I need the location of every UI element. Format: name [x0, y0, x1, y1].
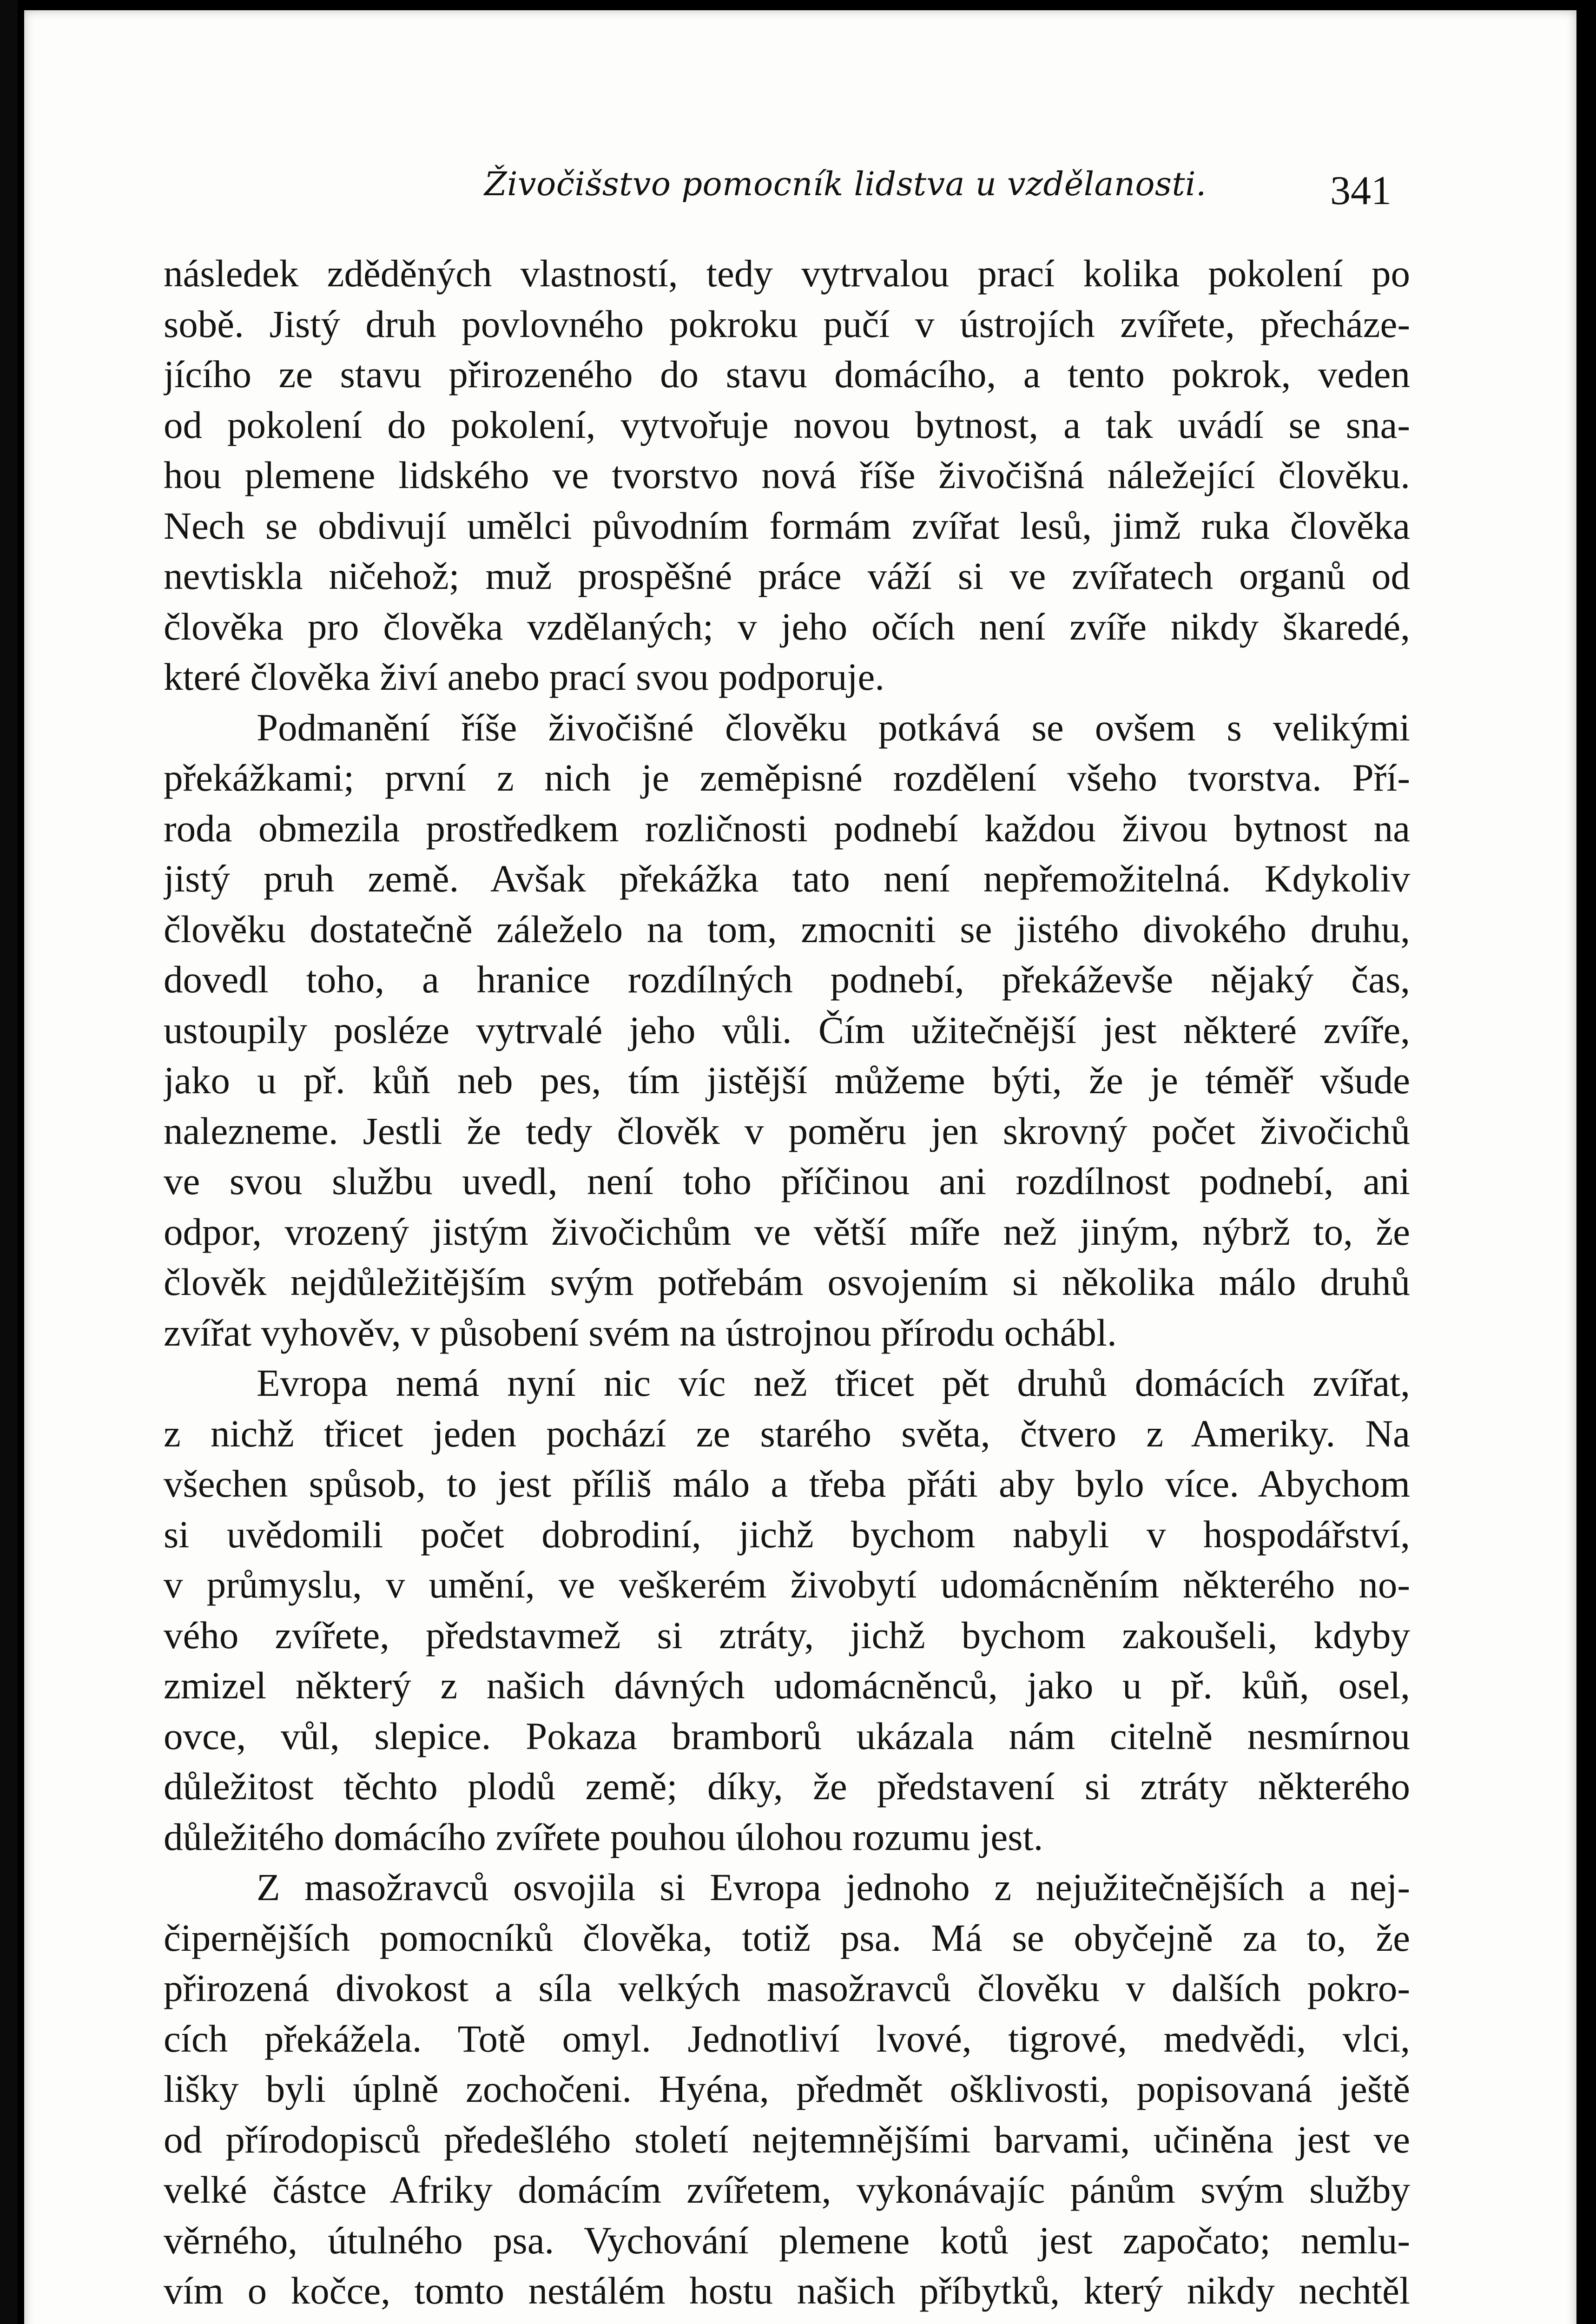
- text-line: zmizel některý z našich dávných udomácněnců, jako u př. kůň, osel,: [164, 1664, 1410, 1707]
- text-line: odpor, vrozený jistým živočichům ve větší míře než jiným, nýbrž to, že: [164, 1210, 1410, 1253]
- text-line: si uvědomili počet dobrodiní, jichž bychom nabyli v hospodářství,: [164, 1512, 1410, 1556]
- text-line: Z masožravců osvojila si Evropa jednoho z nejužitečnějších a nej-: [257, 1866, 1410, 1908]
- text-line: překážkami; první z nich je zeměpisné rozdělení všeho tvorstva. Pří-: [164, 756, 1410, 799]
- text-line: čipernějších pomocníků člověka, totiž psa. Má se obyčejně za to, že: [164, 1916, 1410, 1959]
- text-line: člověka pro člověka vzdělaných; v jeho očích není zvíře nikdy škaredé,: [164, 605, 1410, 648]
- paragraph: [164, 1862, 1410, 2316]
- text-line: z nichž třicet jeden pochází ze starého světa, čtvero z Ameriky. Na: [164, 1412, 1410, 1455]
- text-line: Evropa nemá nyní nic víc než třicet pět druhů domácích zvířat,: [257, 1361, 1410, 1404]
- paragraph: [164, 702, 1410, 1358]
- book-page: [24, 10, 1576, 2324]
- text-line: ovce, vůl, slepice. Pokaza bramborů ukázala nám citelně nesmírnou: [164, 1714, 1410, 1757]
- text-line: Nech se obdivují umělci původním formám zvířat lesů, jimž ruka člověka: [164, 504, 1410, 547]
- text-line: roda obmezila prostředkem rozličnosti podnebí každou živou bytnost na: [164, 806, 1410, 850]
- text-line: Podmanění říše živočišné člověku potkává se ovšem s velikými: [257, 706, 1410, 749]
- text-line: které člověka živí anebo prací svou podporuje.: [164, 655, 885, 698]
- text-line: jako u př. kůň neb pes, tím jistější můžeme býti, že je téměř všude: [164, 1059, 1410, 1102]
- text-line: jistý pruh země. Avšak překážka tato není nepřemožitelná. Kdykoliv: [164, 857, 1410, 900]
- text-line: nevtiskla ničehož; muž prospěšné práce váží si ve zvířatech organů od: [164, 555, 1410, 597]
- text-line: jícího ze stavu přirozeného do stavu domácího, a tento pokrok, veden: [164, 353, 1410, 396]
- text-line: vím o kočce, tomto nestálém hostu našich příbytků, který nikdy nechtěl: [164, 2269, 1410, 2312]
- text-line: přirozená divokost a síla velkých masožravců člověku v dalších pokro-: [164, 1967, 1410, 2009]
- text-line: člověk nejdůležitějším svým potřebám osvojením si několika málo druhů: [164, 1261, 1410, 1303]
- text-line: věrného, útulného psa. Vychování plemene kotů jest započato; nemlu-: [164, 2218, 1410, 2262]
- paragraph: [164, 1358, 1410, 1862]
- text-line: cích překážela. Totě omyl. Jednotliví lvové, tigrové, medvědi, vlci,: [164, 2017, 1410, 2060]
- text-line: nalezneme. Jestli že tedy člověk v poměru jen skrovný počet živočichů: [164, 1109, 1410, 1152]
- text-line: vého zvířete, představmež si ztráty, jichž bychom zakoušeli, kdyby: [164, 1613, 1410, 1657]
- text-line: od pokolení do pokolení, vytvořuje novou bytnost, a tak uvádí se sna-: [164, 403, 1410, 446]
- text-line: důležitost těchto plodů země; díky, že představení si ztráty některého: [164, 1765, 1410, 1808]
- text-line: následek zděděných vlastností, tedy vytrvalou prací kolika pokolení po: [164, 252, 1410, 295]
- text-line: lišky byli úplně zochočeni. Hyéna, předmět ošklivosti, popisovaná ještě: [164, 2067, 1410, 2110]
- text-line: důležitého domácího zvířete pouhou úlohou rozumu jest.: [164, 1815, 1043, 1858]
- text-line: ve svou službu uvedl, není toho příčinou ani rozdílnost podnebí, ani: [164, 1160, 1410, 1202]
- text-line: velké částce Afriky domácím zvířetem, vykonávajíc pánům svým služby: [164, 2168, 1410, 2211]
- page-number: 341: [1330, 168, 1392, 213]
- text-line: zvířat vyhověv, v působení svém na ústrojnou přírodu ochábl.: [164, 1311, 1117, 1354]
- running-title: Živočišstvo pomocník lidstva u vzdělanosti.: [484, 165, 1207, 203]
- text-line: sobě. Jistý druh povlovného pokroku pučí v ústrojích zvířete, přecháze-: [164, 302, 1410, 345]
- text-line: všechen spůsob, to jest příliš málo a třeba přáti aby bylo více. Abychom: [164, 1462, 1410, 1505]
- text-line: člověku dostatečně záleželo na tom, zmocniti se jistého divokého druhu,: [164, 907, 1410, 951]
- text-line: hou plemene lidského ve tvorstvo nová říše živočišná náležející člověku.: [164, 454, 1410, 496]
- text-line: ustoupily posléze vytrvalé jeho vůli. Čím užitečnější jest některé zvíře,: [164, 1008, 1410, 1051]
- body-text: [164, 248, 1410, 2316]
- text-line: od přírodopisců předešlého století nejtemnějšími barvami, učiněna jest ve: [164, 2118, 1410, 2161]
- scan-edge: [0, 0, 18, 2324]
- text-line: dovedl toho, a hranice rozdílných podnebí, překáževše nějaký čas,: [164, 958, 1410, 1001]
- text-line: v průmyslu, v umění, ve veškerém živobytí udomácněním některého no-: [164, 1563, 1410, 1606]
- paragraph: [164, 248, 1410, 702]
